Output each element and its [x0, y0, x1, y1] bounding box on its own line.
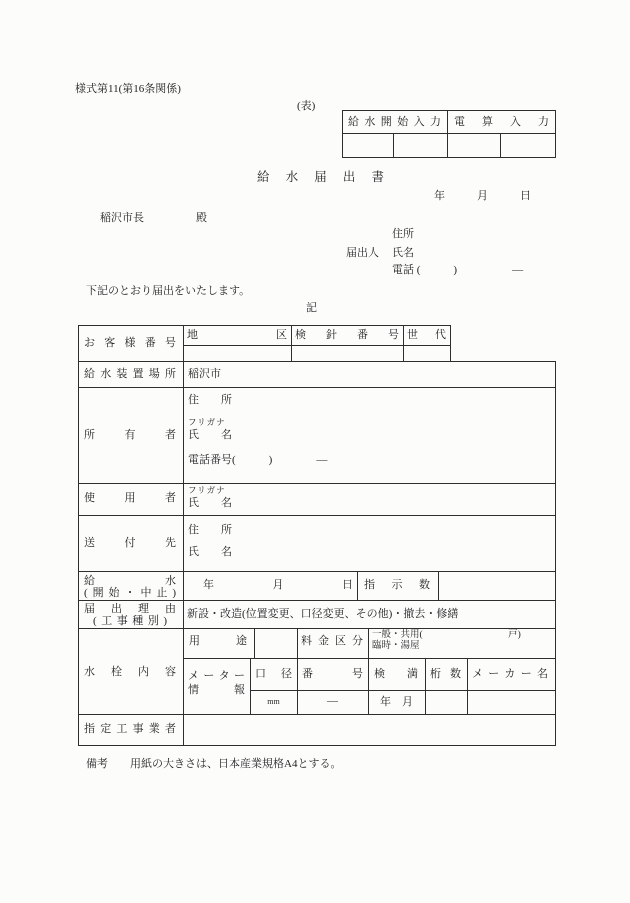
maker-header: メーカー名 [472, 668, 548, 680]
stamp-header-computer-entry: 電算入力 [454, 116, 549, 128]
rate-class-options-line1: 一般・共用( 戸) [372, 630, 521, 640]
reason-label-line2: (工事種別) [93, 615, 167, 627]
supply-location-label: 給水装置場所 [84, 368, 176, 380]
rule-line [467, 658, 468, 715]
reason-options: 新設・改造(位置変更、口径変更、その他)・撤去・修繕 [187, 608, 459, 620]
rule-line [438, 571, 439, 601]
rule-line [291, 325, 292, 362]
user-name-label: 氏 名 [188, 497, 232, 509]
rule-line [78, 325, 451, 326]
honorific: 殿 [196, 212, 207, 224]
number-dash: — [327, 695, 338, 707]
usage-header: 用途 [189, 635, 247, 647]
rule-line [357, 571, 358, 601]
meter-reading-number-header: 検針番号 [295, 329, 399, 341]
declarant-phone-label: 電話 ( ) — [392, 264, 524, 276]
rule-line [555, 110, 556, 158]
rule-line [555, 361, 556, 746]
rule-line [78, 483, 556, 484]
entry-stamp-table [342, 110, 556, 158]
faucet-content-label: 水栓内容 [84, 666, 176, 678]
supply-location-value: 稲沢市 [188, 368, 221, 380]
user-furigana-label: フリガナ [188, 485, 226, 495]
rule-line [342, 157, 556, 158]
district-header: 地区 [187, 329, 287, 341]
reason-label-line1: 届出理由 [84, 603, 176, 615]
rate-class-options-line2: 臨時・湯屋 [372, 641, 420, 651]
intro-text: 下記のとおり届出をいたします。 [86, 285, 251, 297]
rule-line [342, 110, 556, 111]
rule-line [78, 600, 556, 601]
front-side-label: (表) [297, 100, 316, 112]
form-number: 様式第11(第16条関係) [75, 83, 181, 95]
owner-furigana-label: フリガナ [188, 417, 226, 427]
rule-line [78, 714, 556, 715]
mailing-label: 送付先 [84, 537, 176, 549]
owner-address-label: 住 所 [188, 394, 232, 406]
declarant-address-label: 住所 [392, 228, 414, 240]
digits-header: 桁数 [430, 668, 461, 680]
rule-line [183, 325, 184, 746]
declarant-label: 届出人 [346, 247, 379, 259]
rule-line [78, 325, 79, 746]
customer-number-label: お客様番号 [84, 337, 176, 349]
supply-startstop-label-line1: 給水 [84, 575, 176, 587]
rule-line [78, 515, 556, 516]
rule-line [500, 133, 501, 158]
inspection-expiry-value: 年 月 [380, 696, 413, 708]
number-header: 番号 [302, 668, 363, 680]
rule-line [342, 110, 343, 158]
record-heading: 記 [306, 302, 317, 314]
rule-line [250, 690, 556, 691]
form-title: 給水届出書 [257, 170, 384, 184]
meter-info-label-line1: メーター [188, 670, 245, 682]
owner-label: 所有者 [84, 429, 176, 441]
rule-line [78, 387, 556, 388]
declarant-name-label: 氏名 [392, 247, 414, 259]
rule-line [403, 325, 404, 362]
rule-line [78, 571, 556, 572]
date-field: 年月日 [434, 190, 531, 202]
rule-line [425, 658, 426, 715]
remark-note: 備考 用紙の大きさは、日本産業規格A4とする。 [86, 758, 342, 770]
contractor-label: 指定工事業者 [84, 723, 176, 735]
owner-name-label: 氏 名 [188, 429, 232, 441]
main-table [78, 325, 556, 746]
rule-line [342, 133, 556, 134]
supply-startstop-label-line2: (開始・中止) [84, 587, 176, 599]
rule-line [183, 345, 451, 346]
generation-header: 世代 [407, 329, 446, 341]
rule-line [393, 133, 394, 158]
rule-line [183, 658, 556, 659]
diameter-unit: mm [267, 697, 280, 706]
rule-line [78, 628, 556, 629]
owner-phone-label: 電話番号( ) — [188, 454, 328, 466]
rule-line [78, 361, 556, 362]
rule-line [78, 745, 556, 746]
supply-date-field: 年月日 [203, 579, 353, 591]
mailing-address-label: 住 所 [188, 524, 232, 536]
meter-info-label-line2: 情報 [188, 684, 245, 696]
diameter-header: 口径 [255, 668, 292, 680]
indicator-header: 指示数 [364, 579, 430, 591]
stamp-header-water-start: 給水開始入力 [348, 116, 441, 128]
rule-line [450, 325, 451, 362]
rule-line [254, 628, 255, 659]
user-label: 使用者 [84, 492, 176, 504]
rate-class-header: 料金区分 [301, 635, 363, 647]
rule-line [447, 110, 448, 158]
inspection-expiry-header: 検満 [374, 668, 418, 680]
addressee: 稲沢市長 [100, 212, 144, 224]
mailing-name-label: 氏 名 [188, 546, 232, 558]
